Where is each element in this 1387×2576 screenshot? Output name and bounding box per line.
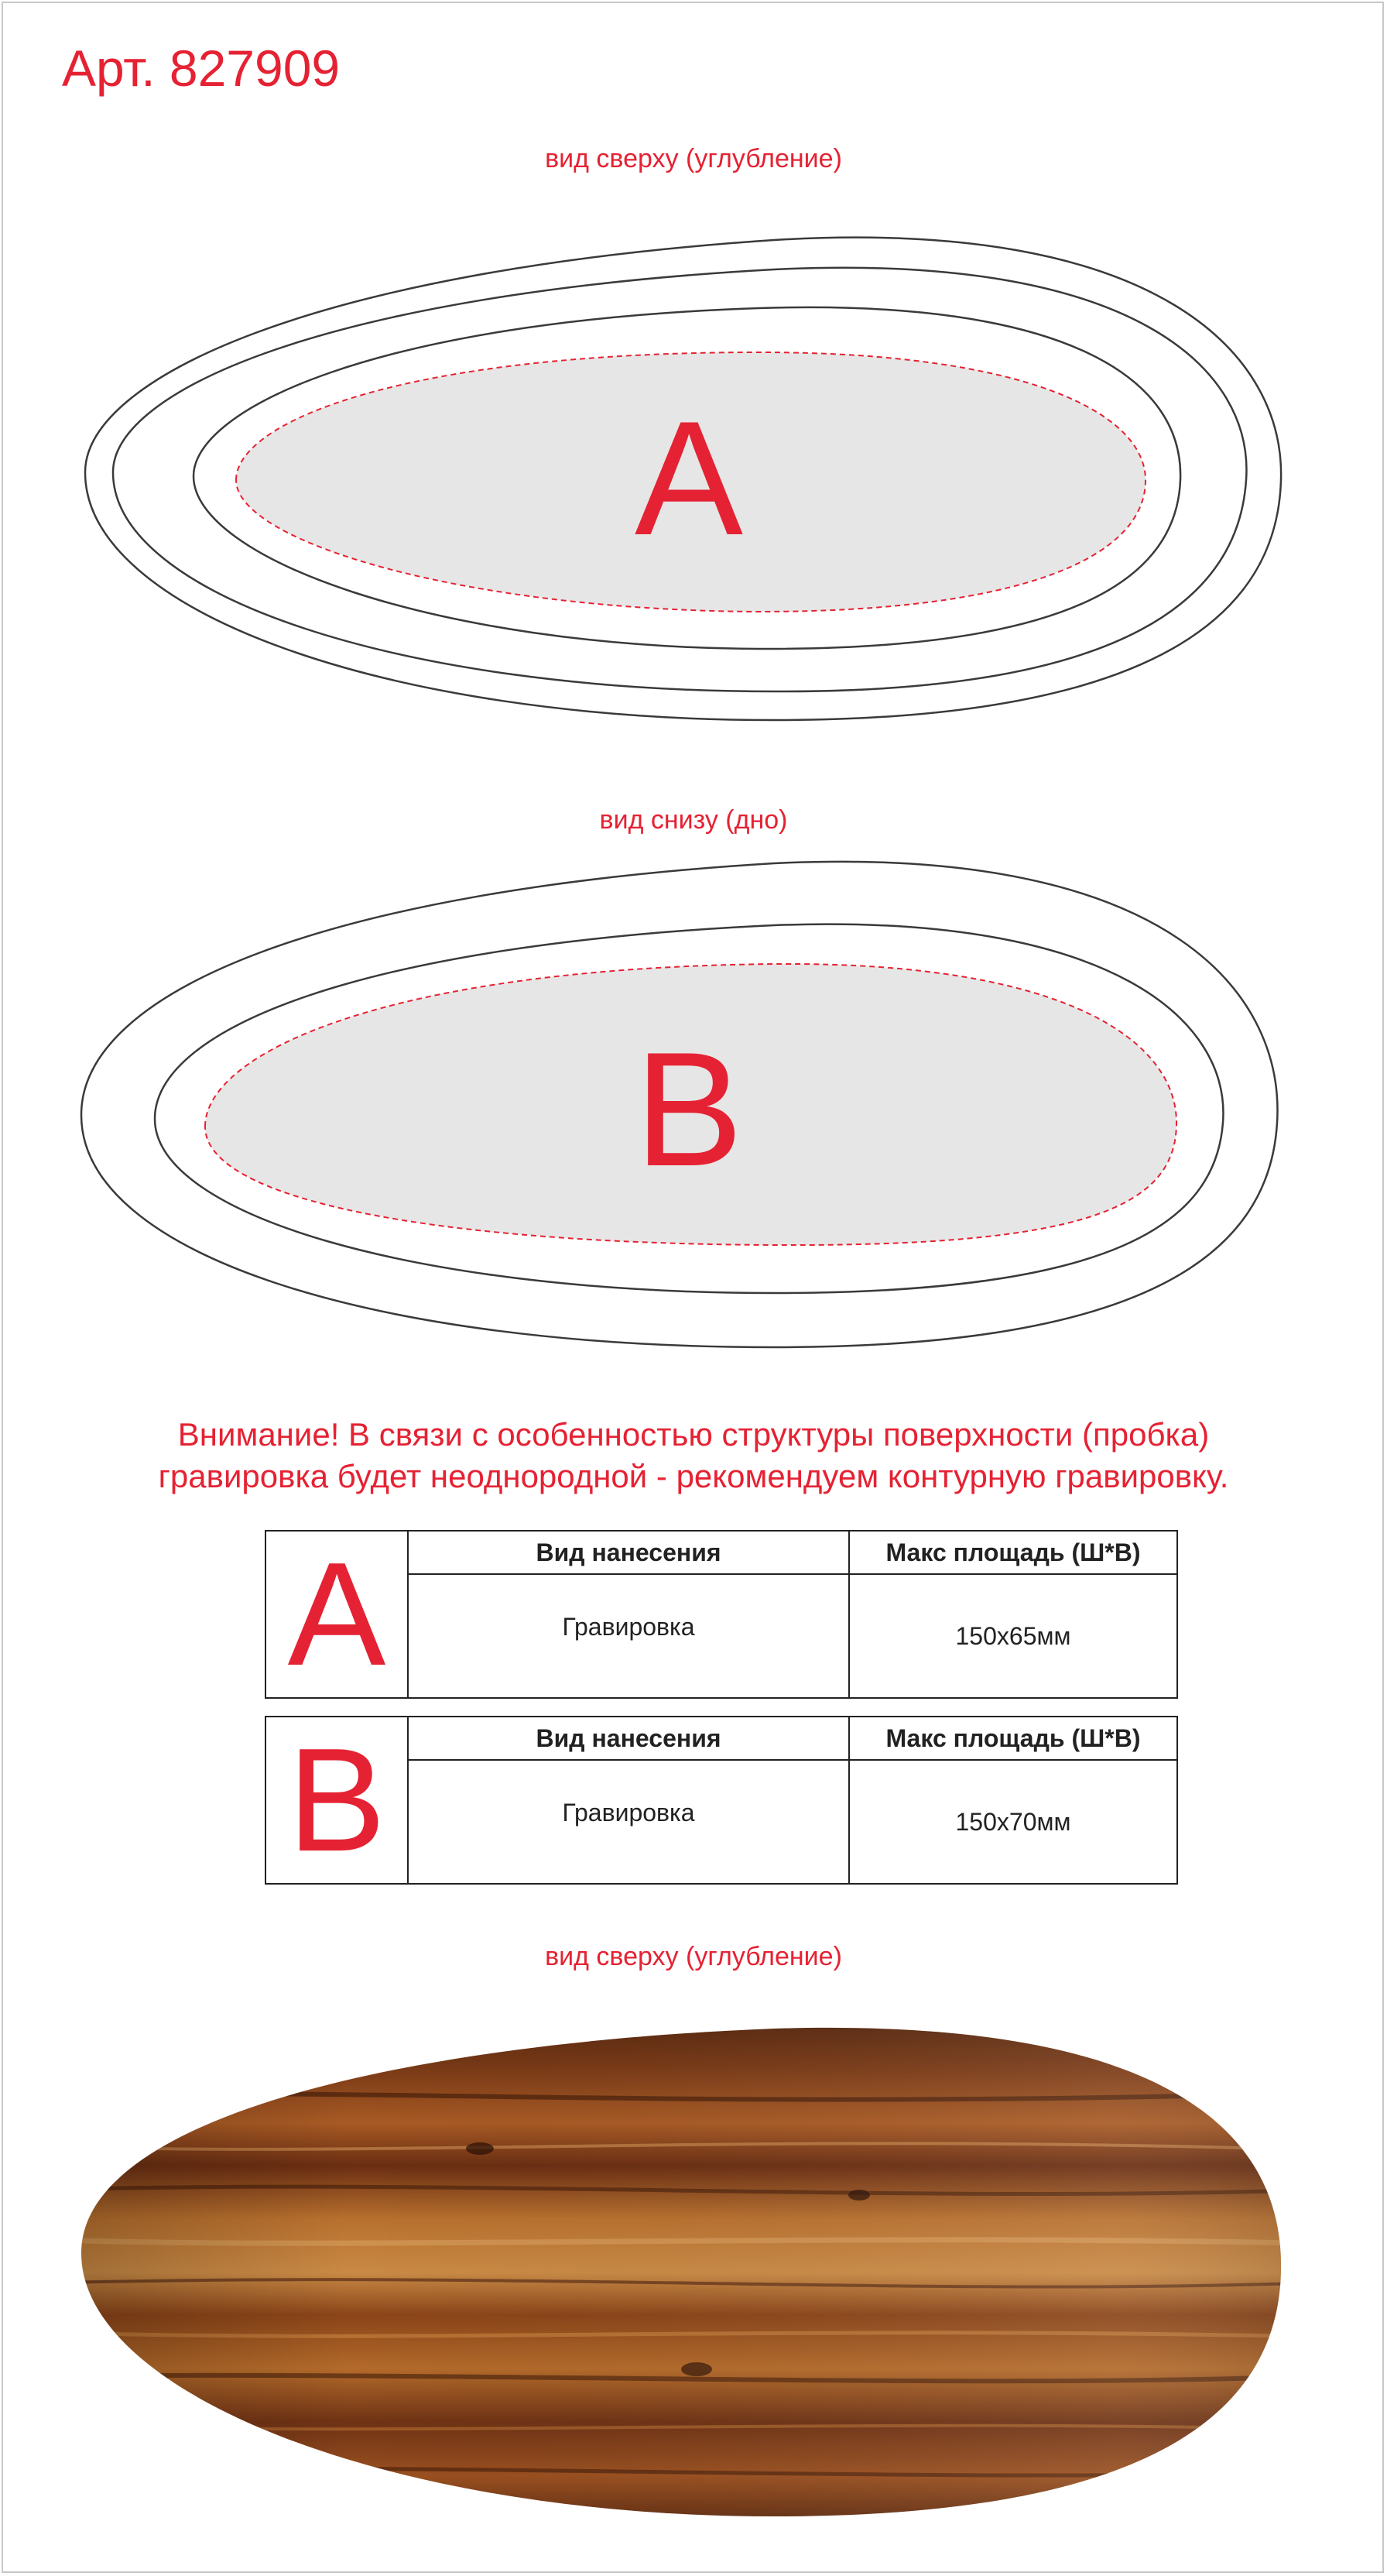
area-value: 150x65мм xyxy=(955,1621,1071,1650)
wood-board-photo xyxy=(0,2005,1387,2540)
photo-view-caption: вид сверху (углубление) xyxy=(545,1942,842,1971)
bottom-view-caption: вид снизу (дно) xyxy=(599,805,788,835)
area-header: Макс площадь (Ш*В) xyxy=(850,1717,1176,1761)
engraving-warning xyxy=(0,1414,1387,1497)
zone-b-label: B xyxy=(634,1018,744,1200)
wood-grain xyxy=(0,2005,1387,2540)
zone-a-label: A xyxy=(634,387,744,569)
top-view-drawing xyxy=(0,225,1387,736)
method-value: Гравировка xyxy=(409,1575,850,1697)
bottom-view-drawing xyxy=(0,852,1387,1363)
top-view-caption: вид сверху (углубление) xyxy=(545,144,842,173)
spec-table-a xyxy=(265,1530,1178,1699)
article-number: Арт. 827909 xyxy=(62,39,341,97)
area-header: Макс площадь (Ш*В) xyxy=(850,1532,1176,1575)
spec-zone-label: A xyxy=(266,1532,409,1697)
method-value: Гравировка xyxy=(409,1761,850,1883)
method-header: Вид нанесения xyxy=(409,1532,850,1575)
warning-line-2: гравировка будет неоднородной - рекомендуем контурную гравировку. xyxy=(158,1458,1229,1494)
spec-table-b xyxy=(265,1716,1178,1885)
warning-line-1: Внимание! В связи с особенностью структуры поверхности (пробка) xyxy=(177,1416,1210,1453)
spec-zone-label: B xyxy=(266,1717,409,1883)
area-value: 150x70мм xyxy=(955,1807,1071,1836)
method-header: Вид нанесения xyxy=(409,1717,850,1761)
